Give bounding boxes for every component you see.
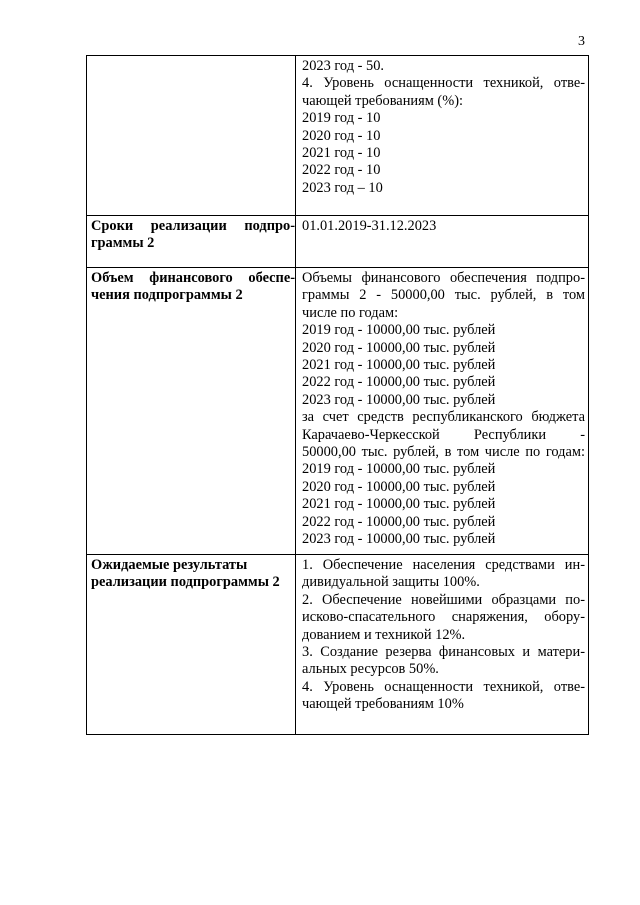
- value-line: дованием и техникой 12%.: [302, 626, 466, 643]
- value-line: 2023 год - 50.: [302, 58, 385, 74]
- value-line: Объемы финансового обеспечения подпро-: [302, 270, 585, 286]
- label-cell-empty: [87, 56, 296, 216]
- value-line: 50000,00 тыс. рублей, в том числе по годам:: [302, 444, 585, 461]
- subprogram-passport-table: [86, 55, 589, 735]
- value-line: числе по годам:: [302, 304, 399, 321]
- row-label-line: чения подпрограммы 2: [91, 287, 243, 304]
- value-line: 2020 год - 10000,00 тыс. рублей: [302, 339, 496, 356]
- value-line: исково-спасательного снаряжения, обору-: [302, 609, 585, 626]
- label-cell-terms: [87, 216, 296, 268]
- table-row-continuation: [87, 56, 589, 216]
- value-line: 2021 год - 10000,00 тыс. рублей: [302, 496, 496, 513]
- value-line: 4. Уровень оснащенности техникой, отве-: [302, 75, 585, 92]
- value-line: 2022 год - 10000,00 тыс. рублей: [302, 374, 496, 391]
- value-line: Карачаево-Черкесской Республики -: [302, 426, 585, 443]
- value-line: чающей требованиям (%):: [302, 92, 463, 109]
- value-line: 2020 год - 10: [302, 127, 381, 144]
- table-row-funding: [87, 268, 589, 555]
- value-cell-indicators-continuation: [296, 56, 589, 216]
- value-line: 2022 год - 10000,00 тыс. рублей: [302, 513, 496, 530]
- row-label-line: реализации подпрограммы 2: [91, 574, 280, 591]
- value-cell-funding: [296, 268, 589, 555]
- value-line: 2021 год - 10000,00 тыс. рублей: [302, 357, 496, 374]
- table-row-expected-results: [87, 555, 589, 735]
- label-cell-expected-results: [87, 555, 296, 735]
- row-label-line: Сроки реализации подпро-: [91, 218, 295, 234]
- page-number: 3: [578, 34, 585, 49]
- value-line: 3. Создание резерва финансовых и матери-: [302, 644, 585, 661]
- row-label-line: Объем финансового обеспе-: [91, 270, 295, 286]
- value-line: дивидуальной защиты 100%.: [302, 574, 480, 591]
- value-line: 2023 год – 10: [302, 179, 383, 196]
- value-line: граммы 2 - 50000,00 тыс. рублей, в том: [302, 287, 585, 304]
- label-cell-funding: [87, 268, 296, 555]
- value-line: 2019 год - 10000,00 тыс. рублей: [302, 461, 496, 478]
- row-label-line: Ожидаемые результаты: [91, 557, 248, 573]
- value-line: 2019 год - 10000,00 тыс. рублей: [302, 322, 496, 339]
- value-line: 2020 год - 10000,00 тыс. рублей: [302, 478, 496, 495]
- value-line: 2023 год - 10000,00 тыс. рублей: [302, 391, 496, 408]
- value-line: 2022 год - 10: [302, 162, 381, 179]
- value-cell-terms: [296, 216, 589, 268]
- value-line: альных ресурсов 50%.: [302, 661, 439, 678]
- table-row-terms: [87, 216, 589, 268]
- value-cell-expected-results: [296, 555, 589, 735]
- value-line: 2019 год - 10: [302, 110, 381, 127]
- value-line: 2021 год - 10: [302, 145, 381, 162]
- value-line: 01.01.2019-31.12.2023: [302, 218, 437, 234]
- value-line: 4. Уровень оснащенности техникой, отве-: [302, 678, 585, 695]
- value-line: за счет средств республиканского бюджета: [302, 409, 585, 426]
- row-label-line: граммы 2: [91, 235, 155, 252]
- value-line: 1. Обеспечение населения средствами ин-: [302, 557, 585, 573]
- value-line: 2. Обеспечение новейшими образцами по-: [302, 591, 585, 608]
- value-line: 2023 год - 10000,00 тыс. рублей: [302, 531, 496, 548]
- value-line: чающей требованиям 10%: [302, 696, 464, 713]
